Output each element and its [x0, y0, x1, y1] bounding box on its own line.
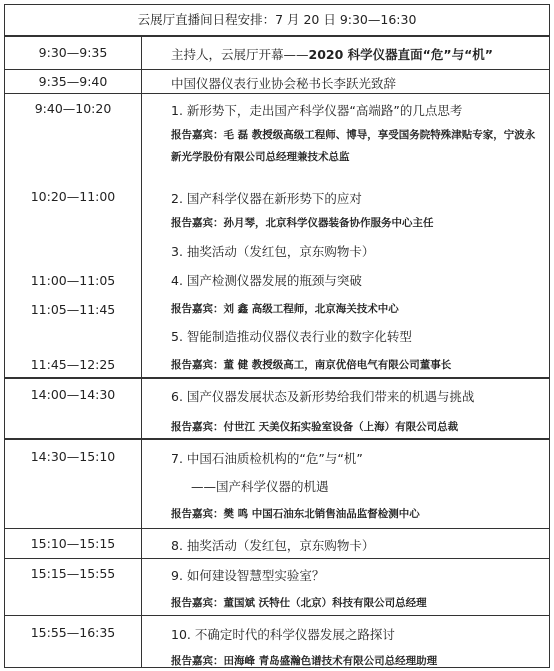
session-title: 3. 抽奖活动（发红包，京东购物卡）: [171, 244, 375, 259]
row-divider: [5, 528, 549, 529]
session-title: 5. 智能制造推动仪器仪表行业的数字化转型: [171, 329, 412, 344]
time-slot: 11:00—11:05: [30, 273, 116, 288]
time-slot: 15:10—15:15: [30, 536, 116, 551]
session-title: 2. 国产科学仪器在新形势下的应对: [171, 191, 362, 206]
row-divider: [5, 377, 549, 379]
session-title: 10. 不确定时代的科学仪器发展之路探讨: [171, 627, 395, 642]
column-divider: [141, 35, 142, 667]
session-title: 6. 国产仪器发展状态及新形势给我们带来的机遇与挑战: [171, 389, 475, 404]
time-slot: 15:15—15:55: [30, 566, 116, 581]
row-divider: [5, 93, 549, 94]
row-divider: [5, 438, 549, 440]
row-divider: [5, 615, 549, 616]
time-slot: 10:20—11:00: [30, 189, 116, 204]
session-title: 7. 中国石油质检机构的“危”与“机”: [171, 451, 363, 466]
time-slot: 9:30—9:35: [38, 45, 108, 60]
guest-speaker: 报告嘉宾：董 健 教授级高工，南京优倍电气有限公司董事长: [171, 359, 452, 371]
guest-speaker: 报告嘉宾：董国斌 沃特仕（北京）科技有限公司总经理: [171, 597, 427, 609]
time-slot: 11:45—12:25: [30, 357, 116, 372]
row-divider: [5, 35, 549, 37]
time-slot: 15:55—16:35: [30, 625, 116, 640]
guest-speaker: 报告嘉宾：毛 磊 教授级高级工程师、博导，享受国务院特殊津贴专家，宁波永新光学股份有限公司总经理兼技术总监: [171, 129, 536, 163]
time-slot: 11:05—11:45: [30, 302, 116, 317]
guest-speaker: 报告嘉宾：付世江 天美仪拓实验室设备（上海）有限公司总裁: [171, 421, 459, 433]
session-title: 9. 如何建设智慧型实验室？: [171, 568, 325, 583]
session-title: 1. 新形势下，走出国产科学仪器“高端路”的几点思考: [171, 103, 463, 118]
schedule-table: [4, 4, 550, 668]
time-slot: 14:00—14:30: [30, 387, 116, 402]
guest-speaker: 报告嘉宾：田海峰 青岛盛瀚色谱技术有限公司总经理助理: [171, 655, 438, 667]
session-title: 8. 抽奖活动（发红包，京东购物卡）: [171, 538, 375, 553]
session-subtitle: ——国产科学仪器的机遇: [191, 479, 329, 494]
session-title-bold: 2020 科学仪器直面“危”与“机”: [308, 47, 494, 62]
row-divider: [5, 69, 549, 70]
schedule-title: 云展厅直播间日程安排：7 月 20 日 9:30—16:30: [137, 12, 417, 27]
row-divider: [5, 558, 549, 559]
session-title: [171, 45, 545, 63]
guest-speaker: 报告嘉宾：刘 鑫 高级工程师，北京海关技术中心: [171, 303, 399, 315]
guest-speaker: 报告嘉宾：樊 鸣 中国石油东北销售油品监督检测中心: [171, 508, 420, 520]
guest-speaker: 报告嘉宾：孙月琴，北京科学仪器装备协作服务中心主任: [171, 217, 434, 229]
session-title-prefix: 主持人，云展厅开幕——: [171, 47, 309, 62]
session-title: 4. 国产检测仪器发展的瓶颈与突破: [171, 273, 362, 288]
session-title: 中国仪器仪表行业协会秘书长李跃光致辞: [171, 76, 397, 91]
time-slot: 9:35—9:40: [38, 74, 108, 89]
time-slot: 9:40—10:20: [34, 101, 112, 116]
time-slot: 14:30—15:10: [30, 449, 116, 464]
